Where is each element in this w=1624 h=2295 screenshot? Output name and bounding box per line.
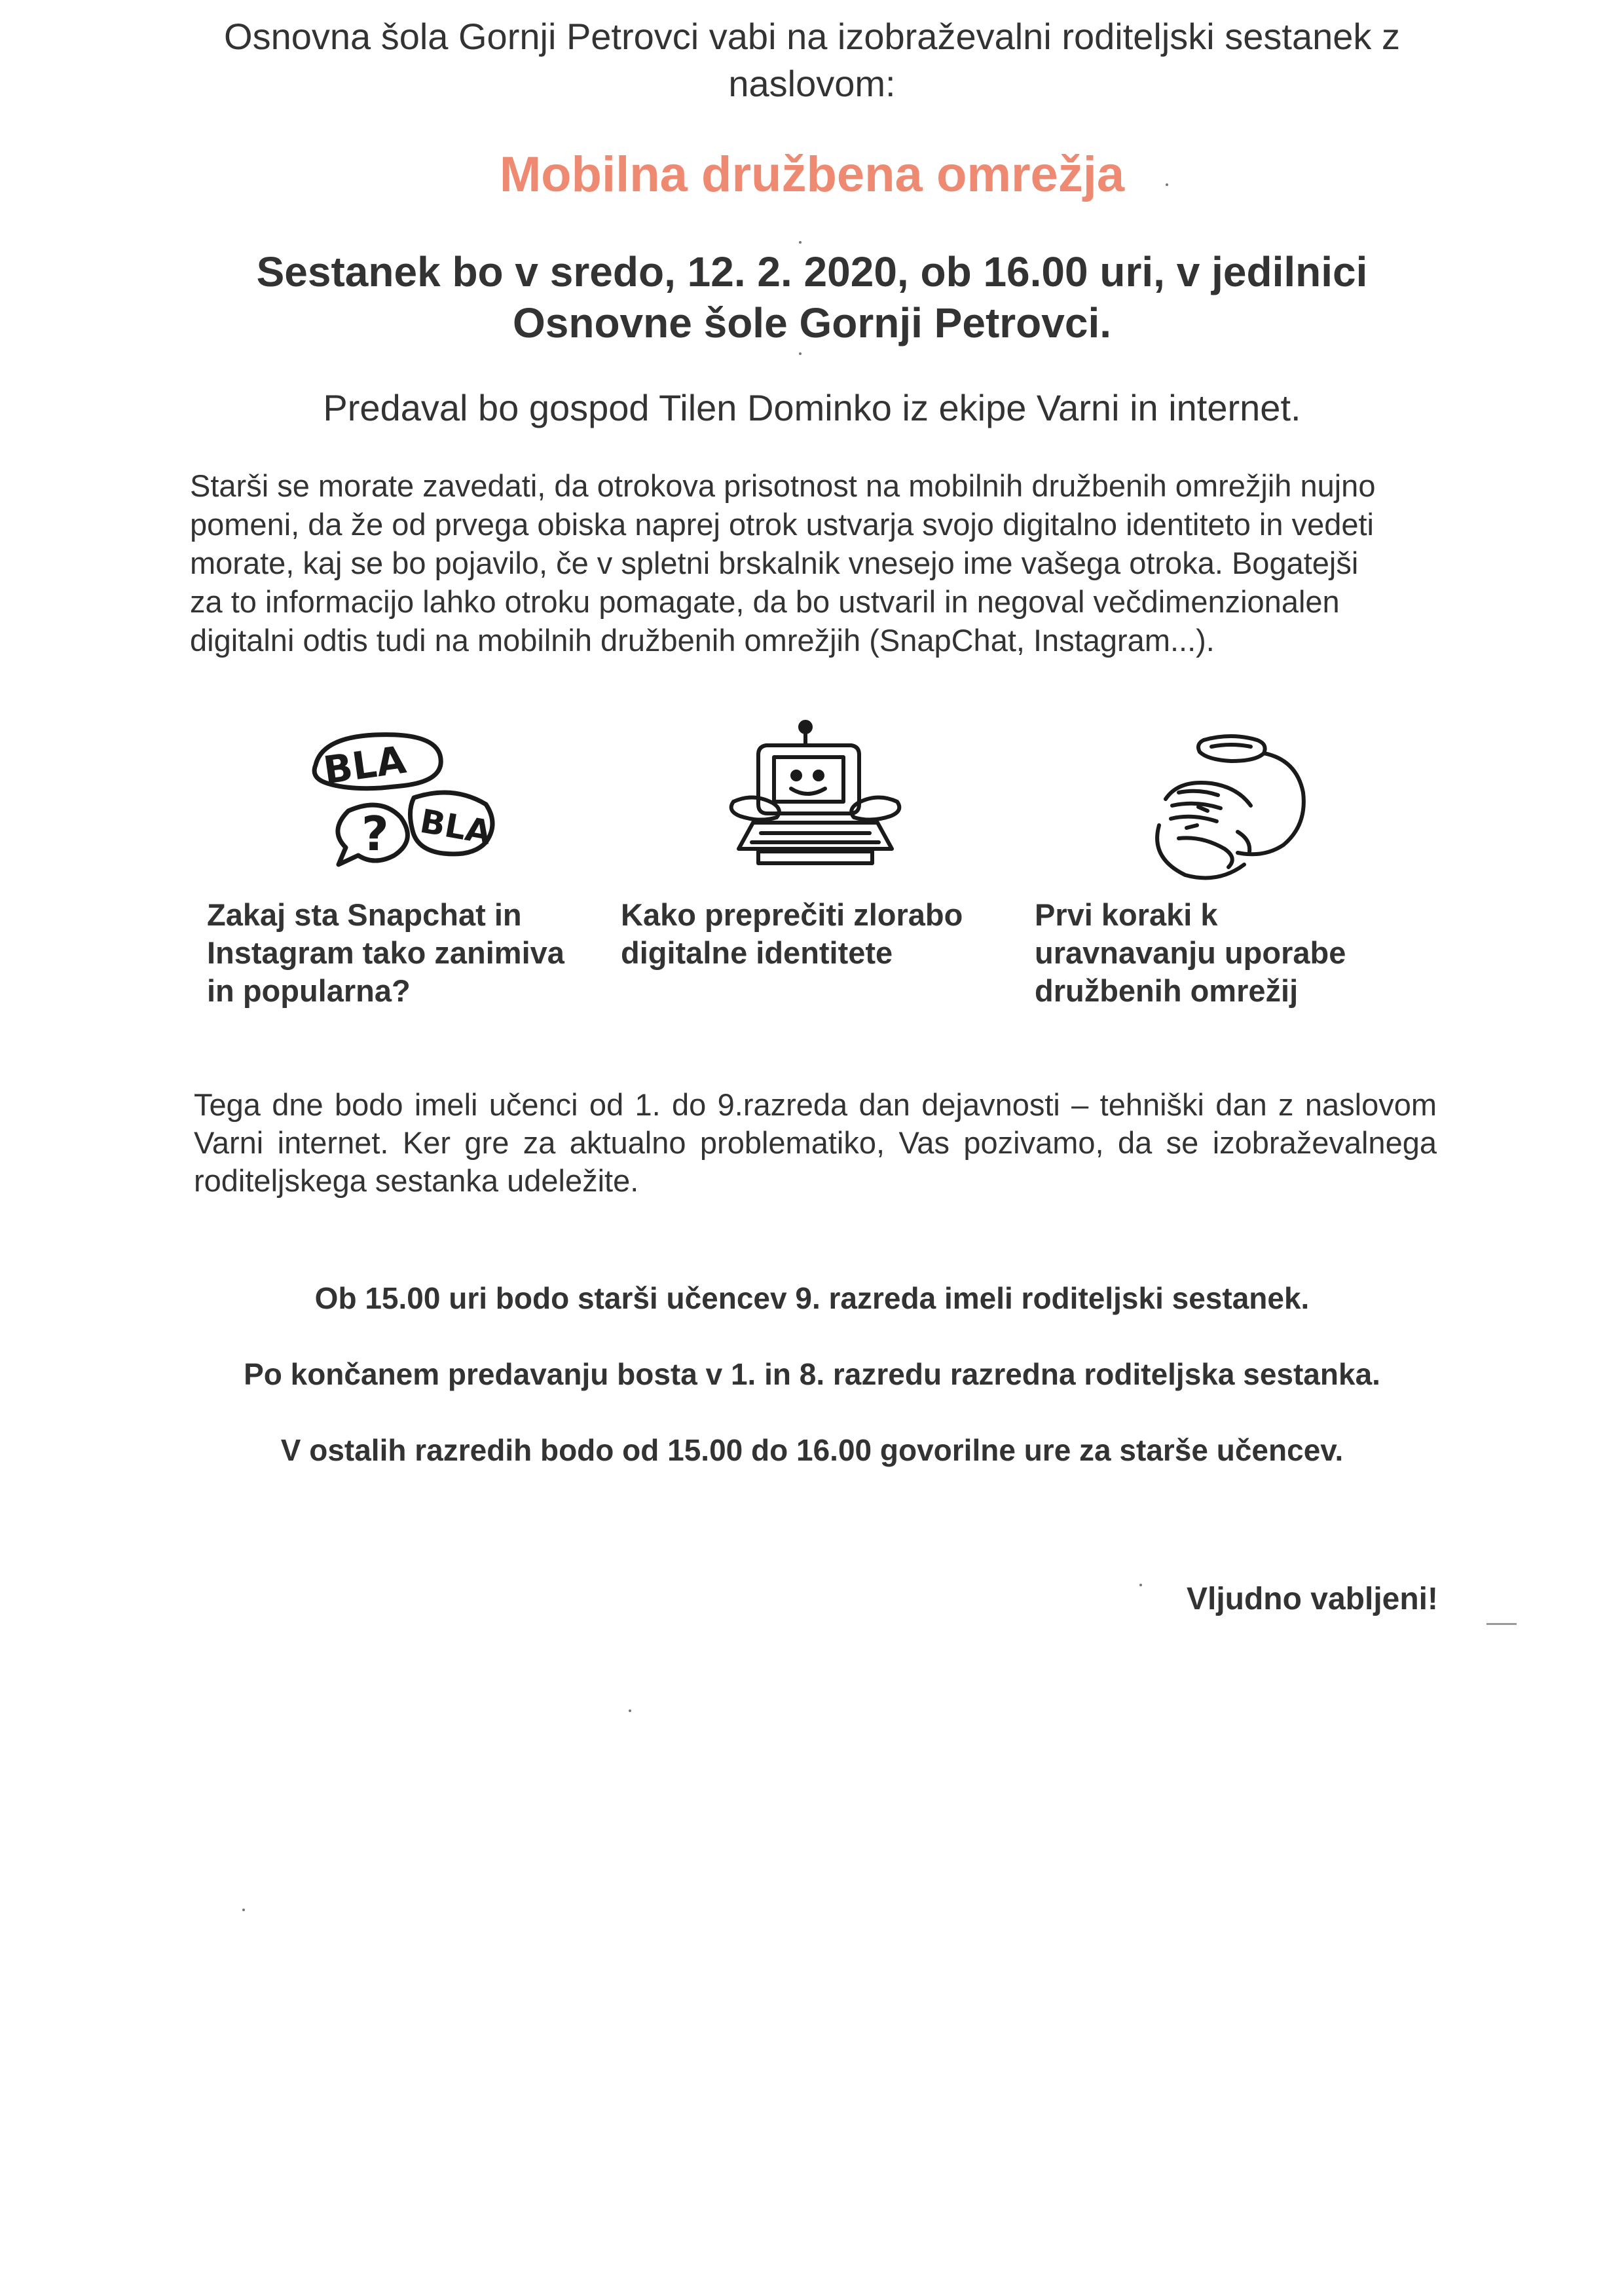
topic-snapchat-instagram — [207, 896, 564, 1010]
topic-line: uravnavanju uporabe — [1035, 935, 1346, 970]
topic-line: Zakaj sta Snapchat in — [207, 897, 522, 932]
note-first-eighth-grade: Po končanem predavanju bosta v 1. in 8. razredu razredna roditeljska sestanka. — [244, 1357, 1380, 1391]
scan-speck — [629, 1709, 631, 1712]
scan-speck — [799, 352, 802, 355]
meeting-details-line-1: Sestanek bo v sredo, 12. 2. 2020, ob 16.00 uri, v jedilnici — [256, 248, 1368, 295]
meeting-details — [164, 246, 1460, 348]
scan-speck — [1166, 183, 1168, 186]
scan-speck — [799, 241, 802, 244]
meeting-title: Mobilna družbena omrežja — [499, 147, 1125, 202]
body-line: morate, kaj se bo pojavilo, če v spletni brskalnik vnesejo ime vašega otroka. Bogatejši — [190, 546, 1359, 580]
computer-hands-icon — [720, 718, 910, 868]
body-line: Starši se morate zavedati, da otrokova prisotnost na mobilnih družbenih omrežjih nujno — [190, 468, 1376, 503]
lecturer-text: Predaval bo gospod Tilen Dominko iz ekipe Varni in internet. — [323, 387, 1301, 428]
intro-text: Osnovna šola Gornji Petrovci vabi na izobraževalni roditeljski sestanek z naslovom: — [224, 16, 1400, 104]
body-paragraph — [190, 466, 1441, 660]
bla-bla-speech-icon — [303, 726, 499, 870]
body-line: za to informacijo lahko otroku pomagate, da bo ustvaril in negoval večdimenzionalen — [190, 584, 1340, 619]
tech-day-paragraph: Tega dne bodo imeli učenci od 1. do 9.razreda dan dejavnosti – tehniški dan z naslovom Varni internet. Ker gre za aktualno problematiko, Vas pozivamo, da se izobraževalnega roditeljskega sestanka udeležite. — [194, 1087, 1437, 1198]
speech-word: BLA — [320, 737, 409, 793]
topic-line: družbenih omrežij — [1035, 973, 1299, 1008]
topic-line: digitalne identitete — [621, 935, 893, 970]
body-line: pomeni, da že od prvega obiska naprej otrok ustvarja svojo digitalno identiteto in vedeti — [190, 507, 1374, 542]
topic-line: Instagram tako zanimiva — [207, 935, 564, 970]
scan-speck — [1139, 1584, 1142, 1586]
note-other-grades: V ostalih razredih bodo od 15.00 do 16.00 govorilne ure za starše učencev. — [280, 1433, 1344, 1467]
hands-phone-icon — [1139, 727, 1316, 884]
note-ninth-grade: Ob 15.00 uri bodo starši učencev 9. razreda imeli roditeljski sestanek. — [314, 1281, 1310, 1315]
scan-mark — [1486, 1623, 1517, 1625]
topic-identity-abuse — [621, 896, 963, 972]
question-mark-glyph: ? — [361, 806, 389, 861]
topic-line: Prvi koraki k — [1035, 897, 1218, 932]
topic-line: in popularna? — [207, 973, 411, 1008]
body-line: digitalni odtis tudi na mobilnih družbenih omrežjih (SnapChat, Instagram...). — [190, 623, 1215, 658]
speech-word: BLA — [417, 802, 494, 852]
topic-line: Kako preprečiti zlorabo — [621, 897, 963, 932]
meeting-details-line-2: Osnovne šole Gornji Petrovci. — [512, 299, 1112, 346]
scan-speck — [242, 1909, 245, 1911]
topic-first-steps — [1035, 896, 1346, 1010]
closing-greeting: Vljudno vabljeni! — [1186, 1582, 1438, 1616]
